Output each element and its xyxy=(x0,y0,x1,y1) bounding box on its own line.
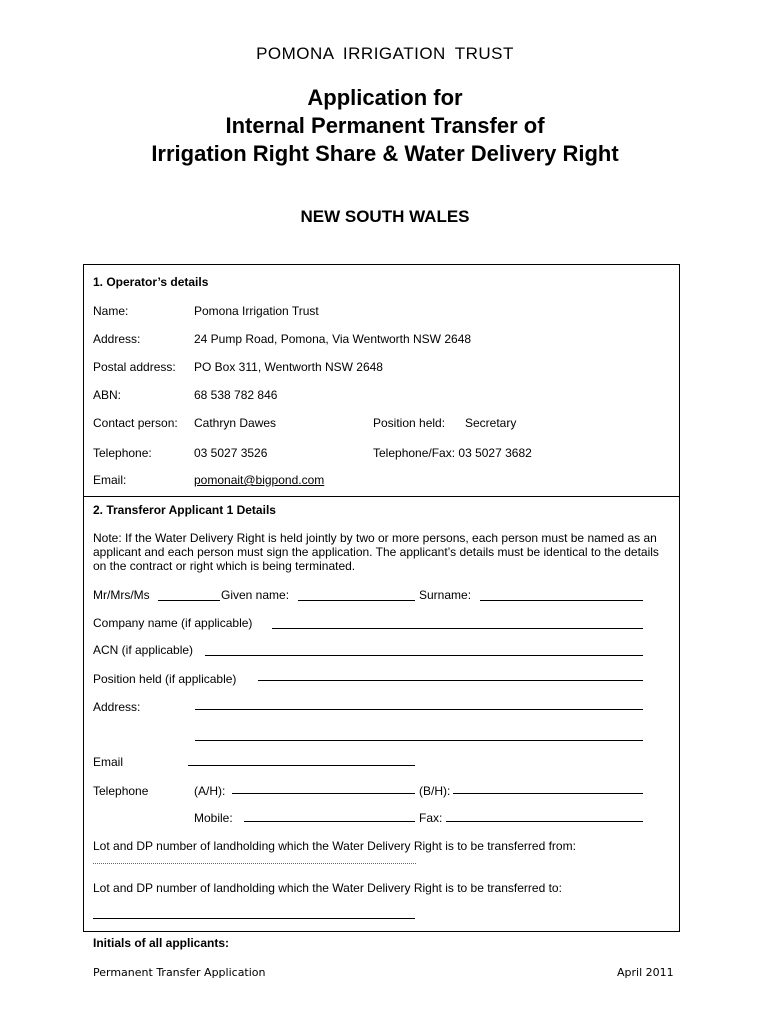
operator-contact-value: Cathryn Dawes xyxy=(194,416,277,430)
ah-label: (A/H): xyxy=(194,784,226,798)
title-label: Mr/Mrs/Ms xyxy=(93,588,150,602)
footer-date: April 2011 xyxy=(617,966,674,979)
telephone-label: Telephone xyxy=(93,784,149,798)
operator-name-value: Pomona Irrigation Trust xyxy=(194,304,319,318)
operator-abn-label: ABN: xyxy=(93,388,122,402)
company-name-label: Company name (if applicable) xyxy=(93,616,253,630)
region-heading: NEW SOUTH WALES xyxy=(300,207,470,226)
email-label: Email xyxy=(93,755,124,769)
mobile-field[interactable] xyxy=(244,821,415,822)
operator-email-label: Email: xyxy=(93,473,127,487)
operator-postal-value: PO Box 311, Wentworth NSW 2648 xyxy=(194,360,383,374)
title-line-1: Application for xyxy=(307,85,463,110)
operator-section-heading: 1. Operator’s details xyxy=(93,275,209,289)
fax-label: Fax: xyxy=(419,811,443,825)
bh-label: (B/H): xyxy=(419,784,451,798)
lot-from-label: Lot and DP number of landholding which the Water Delivery Right is to be transferred from: xyxy=(93,839,576,853)
footer-document-name: Permanent Transfer Application xyxy=(93,966,266,979)
company-name-field[interactable] xyxy=(272,628,643,629)
lot-from-field[interactable] xyxy=(93,863,416,864)
operator-contact-label: Contact person: xyxy=(93,416,178,430)
title-line-2: Internal Permanent Transfer of xyxy=(225,113,545,138)
given-name-field[interactable] xyxy=(298,600,415,601)
ah-phone-field[interactable] xyxy=(232,793,415,794)
fax-field[interactable] xyxy=(446,821,643,822)
lot-to-label: Lot and DP number of landholding which the Water Delivery Right is to be transferred to: xyxy=(93,881,562,895)
operator-telephone-value: 03 5027 3526 xyxy=(194,446,268,460)
operator-email-link[interactable]: pomonait@bigpond.com xyxy=(194,473,325,487)
operator-postal-label: Postal address: xyxy=(93,360,176,374)
title-line-3: Irrigation Right Share & Water Delivery Right xyxy=(151,141,619,166)
operator-position-value: Secretary xyxy=(465,416,517,430)
organisation-name: POMONA IRRIGATION TRUST xyxy=(256,44,514,63)
operator-position-label: Position held: xyxy=(373,416,446,430)
operator-name-label: Name: xyxy=(93,304,129,318)
mobile-label: Mobile: xyxy=(194,811,233,825)
position-held-field[interactable] xyxy=(258,680,643,681)
operator-address-value: 24 Pump Road, Pomona, Via Wentworth NSW 2648 xyxy=(194,332,472,346)
address-field-line-1[interactable] xyxy=(195,709,643,710)
acn-label: ACN (if applicable) xyxy=(93,643,194,657)
bh-phone-field[interactable] xyxy=(453,793,643,794)
email-field[interactable] xyxy=(188,765,415,766)
operator-abn-value: 68 538 782 846 xyxy=(194,388,278,402)
address-label: Address: xyxy=(93,700,141,714)
transferor-section-heading: 2. Transferor Applicant 1 Details xyxy=(93,503,276,517)
given-name-label: Given name: xyxy=(221,588,290,602)
section-divider xyxy=(83,496,680,497)
operator-telfax: Telephone/Fax: 03 5027 3682 xyxy=(373,446,532,460)
title-field[interactable] xyxy=(158,600,220,601)
surname-field[interactable] xyxy=(480,600,643,601)
lot-to-field[interactable] xyxy=(93,918,415,919)
surname-label: Surname: xyxy=(419,588,472,602)
transferor-note: Note: If the Water Delivery Right is held jointly by two or more persons, each person must be named as an applicant and each person must sign the application. The applicant’s details must be identical to the details on the contract or right which is being terminated. xyxy=(93,531,659,573)
address-field-line-2[interactable] xyxy=(195,740,643,741)
initials-label: Initials of all applicants: xyxy=(93,936,230,950)
operator-telephone-label: Telephone: xyxy=(93,446,152,460)
position-held-label: Position held (if applicable) xyxy=(93,672,237,686)
operator-address-label: Address: xyxy=(93,332,141,346)
acn-field[interactable] xyxy=(205,655,643,656)
